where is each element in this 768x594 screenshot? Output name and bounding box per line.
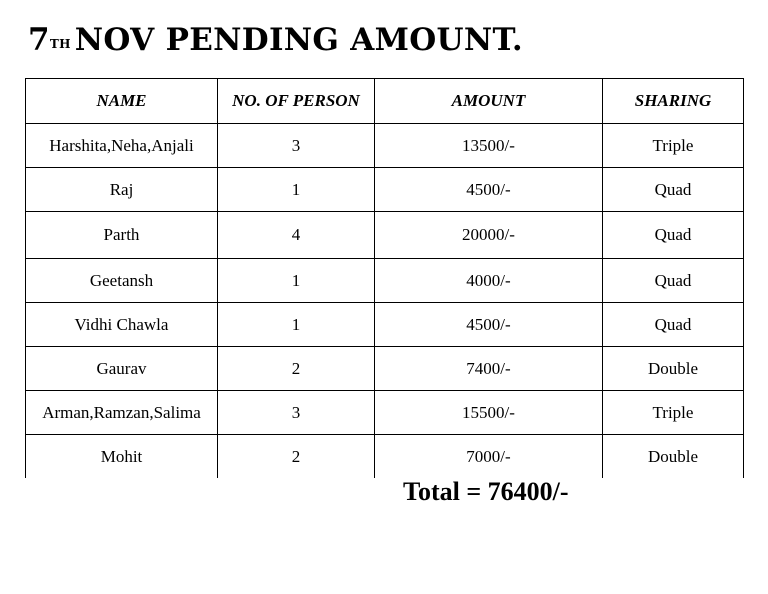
table-row [26,168,744,212]
table-header-row [26,79,744,124]
cell-persons: 1 [218,259,375,303]
cell-amount: 4500/- [375,168,603,212]
table-row [26,212,744,259]
cell-persons: 2 [218,347,375,391]
table-row [26,347,744,391]
cell-sharing: Triple [603,124,744,168]
pending-amount-table [25,78,744,478]
cell-persons: 2 [218,435,375,479]
total-amount: Total = 76400/- [403,477,569,506]
title-day: 7 [28,22,50,58]
cell-persons: 1 [218,303,375,347]
title-superscript: TH [49,37,71,51]
cell-sharing: Double [603,435,744,479]
cell-sharing: Quad [603,303,744,347]
cell-persons: 3 [218,391,375,435]
cell-name: Gaurav [26,347,218,391]
cell-name: Mohit [26,435,218,479]
cell-amount: 7400/- [375,347,603,391]
cell-amount: 15500/- [375,391,603,435]
table-row [26,124,744,168]
cell-name: Vidhi Chawla [26,303,218,347]
title-text: NOV PENDING AMOUNT. [74,22,523,58]
cell-name: Raj [26,168,218,212]
table-row [26,259,744,303]
cell-persons: 1 [218,168,375,212]
table-row [26,435,744,479]
cell-persons: 4 [218,212,375,259]
cell-name: Harshita,Neha,Anjali [26,124,218,168]
cell-persons: 3 [218,124,375,168]
cell-name: Geetansh [26,259,218,303]
header-sharing: SHARING [603,79,744,124]
cell-amount: 4500/- [375,303,603,347]
cell-amount: 13500/- [375,124,603,168]
cell-sharing: Double [603,347,744,391]
cell-name: Arman,Ramzan,Salima [26,391,218,435]
cell-amount: 20000/- [375,212,603,259]
cell-sharing: Quad [603,212,744,259]
cell-sharing: Quad [603,259,744,303]
table-row [26,391,744,435]
cell-amount: 4000/- [375,259,603,303]
table-row [26,303,744,347]
cell-amount: 7000/- [375,435,603,479]
page-title [28,20,523,60]
header-persons: NO. OF PERSON [218,79,375,124]
cell-sharing: Quad [603,168,744,212]
cell-sharing: Triple [603,391,744,435]
header-amount: AMOUNT [375,79,603,124]
header-name: NAME [26,79,218,124]
cell-name: Parth [26,212,218,259]
